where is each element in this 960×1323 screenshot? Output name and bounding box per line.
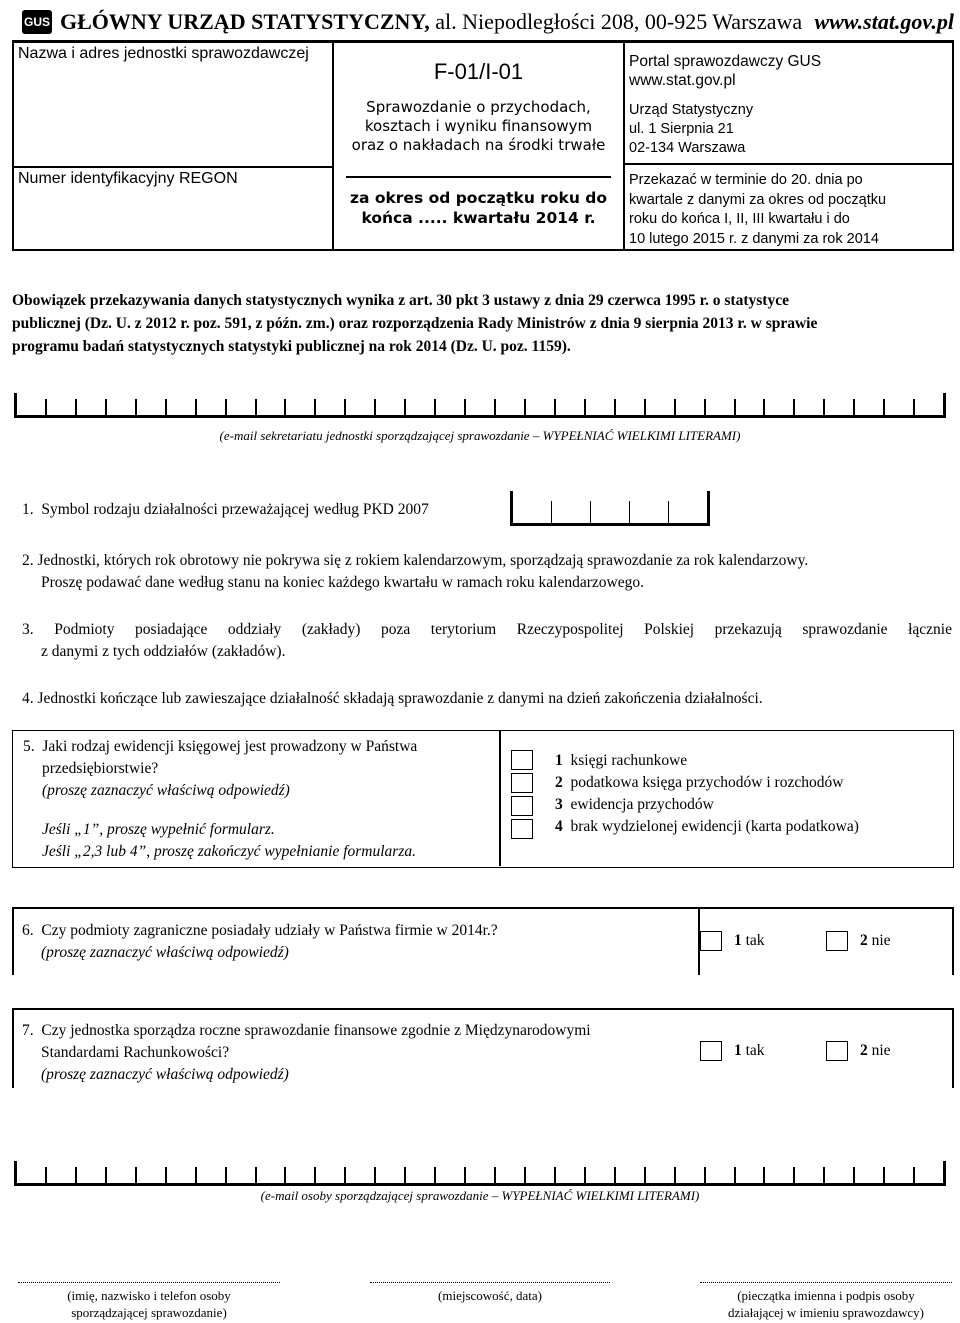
- q4-note: [22, 688, 952, 710]
- signature-line-person: [18, 1282, 280, 1283]
- email-char-cell[interactable]: [255, 399, 285, 415]
- email-char-cell[interactable]: [165, 399, 195, 415]
- email-char-cell[interactable]: [913, 1167, 943, 1183]
- email-char-cell[interactable]: [105, 1167, 135, 1183]
- q7-left-line: [12, 1008, 14, 1088]
- q5-line: przedsiębiorstwie?: [42, 760, 159, 777]
- email-char-cell[interactable]: [284, 399, 314, 415]
- header-address: al. Niepodległości 208, 00-925 Warszawa: [429, 9, 803, 34]
- email-char-cell[interactable]: [344, 399, 374, 415]
- form-title-divider: [346, 176, 611, 178]
- office-name: Urząd Statystyczny: [629, 102, 754, 118]
- email-char-cell[interactable]: [554, 399, 584, 415]
- q2-line: 2. Jednostki, których rok obrotowy nie pokrywa się z rokiem kalendarzowym, sporządzają sprawozdanie za rok kalendarzowy.: [22, 552, 809, 569]
- email-char-cell[interactable]: [704, 399, 734, 415]
- q7-question: [22, 1020, 591, 1086]
- email-char-cell[interactable]: [853, 1167, 883, 1183]
- email-person-input[interactable]: [14, 1162, 946, 1186]
- email-char-cell[interactable]: [374, 1167, 404, 1183]
- email-char-cell[interactable]: [404, 399, 434, 415]
- email-secretariat-input[interactable]: [14, 394, 946, 418]
- q5-option-4-checkbox[interactable]: [511, 819, 533, 839]
- email-char-cell[interactable]: [45, 1167, 75, 1183]
- signature-line-stamp: [700, 1282, 952, 1283]
- q2-note: [22, 550, 952, 594]
- q7-no-label: 2 nie: [860, 1042, 891, 1059]
- q7-line: Standardami Rachunkowości?: [41, 1044, 230, 1061]
- header-org: GŁÓWNY URZĄD STATYSTYCZNY,: [60, 9, 430, 34]
- email-char-cell[interactable]: [614, 399, 644, 415]
- email-char-cell[interactable]: [105, 399, 135, 415]
- email-char-cell[interactable]: [913, 399, 943, 415]
- office-address: [629, 101, 753, 158]
- q5-note: Jeśli „2,3 lub 4”, proszę zakończyć wypełnianie formularza.: [42, 843, 416, 860]
- email-char-cell[interactable]: [75, 1167, 105, 1183]
- q5-option-2-checkbox[interactable]: [511, 773, 533, 793]
- q7-text: Czy jednostka sporządza roczne sprawozdanie finansowe zgodnie z Międzynarodowymi: [41, 1022, 591, 1039]
- email-char-cell[interactable]: [524, 399, 554, 415]
- q3-line: z danymi z tych oddziałów (zakładów).: [41, 643, 286, 660]
- pkd-cell[interactable]: [510, 491, 551, 523]
- email-char-cell[interactable]: [255, 1167, 285, 1183]
- email-char-cell[interactable]: [135, 399, 165, 415]
- deadline-line: roku do końca I, II, III kwartału i do: [629, 211, 850, 227]
- q5-box: [12, 730, 954, 868]
- q3-line: 3. Podmioty posiadające oddziały (zakłady) poza terytorium Rzeczypospolitej Polskiej przekazują sprawozdanie łącznie: [22, 621, 952, 638]
- form-description: [334, 98, 623, 155]
- unit-box-divider: [14, 166, 332, 168]
- q4-line: 4. Jednostki kończące lub zawieszające działalność składają sprawozdanie z danymi na dzień zakończenia działalności.: [22, 690, 763, 707]
- q3-note: [22, 619, 952, 663]
- email-char-cell[interactable]: [883, 399, 913, 415]
- email-char-cell[interactable]: [644, 399, 674, 415]
- email-char-cell[interactable]: [225, 399, 255, 415]
- form-desc-line: kosztach i wyniku finansowym: [364, 117, 593, 135]
- signature-line-place: [370, 1282, 610, 1283]
- email-char-cell[interactable]: [195, 399, 225, 415]
- email-char-cell[interactable]: [195, 1167, 225, 1183]
- email-char-cell[interactable]: [793, 1167, 823, 1183]
- q5-hint: (proszę zaznaczyć właściwą odpowiedź): [42, 782, 290, 799]
- q5-option: 3 ewidencja przychodów: [555, 796, 714, 813]
- email-char-cell[interactable]: [225, 1167, 255, 1183]
- email-char-cell[interactable]: [494, 1167, 524, 1183]
- email-char-cell[interactable]: [704, 1167, 734, 1183]
- email-char-cell[interactable]: [793, 399, 823, 415]
- email-char-cell[interactable]: [344, 1167, 374, 1183]
- q5-line: Jaki rodzaj ewidencji księgowej jest prowadzony w Państwa: [42, 738, 418, 755]
- q5-note: Jeśli „1”, proszę wypełnić formularz.: [42, 821, 275, 838]
- email-char-cell[interactable]: [524, 1167, 554, 1183]
- email-person-caption: (e-mail osoby sporządzającej sprawozdanie – WYPEŁNIAĆ WIELKIMI LITERAMI): [260, 1188, 700, 1203]
- q2-line: Proszę podawać dane według stanu na koniec każdego kwartału w ramach roku kalendarzowego.: [41, 574, 644, 591]
- q6-left-line: [12, 907, 14, 975]
- email-char-cell[interactable]: [883, 1167, 913, 1183]
- q6-hint: (proszę zaznaczyć właściwą odpowiedź): [41, 944, 289, 961]
- email-char-cell[interactable]: [823, 399, 853, 415]
- q5-option: 1 księgi rachunkowe: [555, 752, 688, 769]
- email-grid-end: [943, 393, 946, 415]
- email-char-cell[interactable]: [165, 1167, 195, 1183]
- q5-option: 2 podatkowa księga przychodów i rozchodów: [555, 774, 844, 791]
- q6-top-line: [12, 907, 954, 909]
- header-title: [60, 9, 802, 35]
- deadline-line: Przekazać w terminie do 20. dnia po: [629, 172, 863, 188]
- office-street: ul. 1 Sierpnia 21: [629, 121, 734, 137]
- q5-question: [23, 736, 417, 802]
- legal-obligation: [12, 289, 952, 358]
- signature-stamp-caption: (pieczątka imienna i podpis osoby działającej w imieniu sprawozdawcy): [728, 1288, 924, 1320]
- q1-number: 1.: [22, 501, 34, 518]
- q7-yes-checkbox[interactable]: [700, 1041, 722, 1061]
- email-char-cell[interactable]: [464, 1167, 494, 1183]
- q7-number: 7.: [22, 1022, 34, 1039]
- email-char-cell[interactable]: [75, 399, 105, 415]
- form-desc-line: Sprawozdanie o przychodach,: [366, 98, 591, 116]
- portal-box-divider: [625, 163, 952, 165]
- deadline-line: 10 lutego 2015 r. z danymi za rok 2014: [629, 230, 879, 247]
- pkd-cell[interactable]: [629, 501, 668, 523]
- unit-name-label: Nazwa i adres jednostki sprawozdawczej: [18, 45, 309, 62]
- signature-person-caption: (imię, nazwisko i telefon osoby sporządzającej sprawozdanie): [67, 1288, 231, 1320]
- email-char-cell[interactable]: [45, 399, 75, 415]
- q6-text: Czy podmioty zagraniczne posiadały udziały w Państwa firmie w 2014r.?: [41, 922, 498, 939]
- form-period-line: końca ..... kwartału 2014 r.: [361, 209, 596, 227]
- email-char-cell[interactable]: [494, 399, 524, 415]
- email-char-cell[interactable]: [14, 1161, 45, 1183]
- q5-options: [555, 750, 859, 838]
- email-char-cell[interactable]: [434, 399, 464, 415]
- q5-notes: [42, 819, 416, 863]
- q1-label: [22, 499, 429, 521]
- unit-box: [12, 43, 334, 251]
- email-char-cell[interactable]: [584, 399, 614, 415]
- q6-number: 6.: [22, 922, 34, 939]
- portal-box: [623, 43, 954, 251]
- q6-right-line: [952, 907, 954, 975]
- email-char-cell[interactable]: [135, 1167, 165, 1183]
- regon-label: Numer identyfikacyjny REGON: [18, 170, 238, 187]
- email-secretariat-caption: (e-mail sekretariatu jednostki sporządzającej sprawozdanie – WYPEŁNIAĆ WIELKIMI LITERAMI): [219, 428, 741, 443]
- pkd-cell[interactable]: [668, 501, 707, 523]
- legal-line: publicznej (Dz. U. z 2012 r. poz. 591, z późn. zm.) oraz rozporządzenia Rady Ministrów z dnia 9 sierpnia 2013 r. w sprawie: [12, 315, 818, 332]
- q1-text: Symbol rodzaju działalności przeważającej według PKD 2007: [41, 501, 429, 518]
- form-period: [334, 188, 623, 228]
- q6-yes-label: 1 tak: [734, 932, 765, 949]
- email-char-cell[interactable]: [464, 399, 494, 415]
- email-char-cell[interactable]: [284, 1167, 314, 1183]
- deadline-note: [629, 171, 886, 249]
- q7-top-line: [12, 1008, 954, 1010]
- email-char-cell[interactable]: [763, 399, 793, 415]
- q6-question: [22, 920, 498, 964]
- email-char-cell[interactable]: [614, 1167, 644, 1183]
- portal-info: [629, 52, 821, 90]
- email-char-cell[interactable]: [434, 1167, 464, 1183]
- portal-url[interactable]: www.stat.gov.pl: [629, 72, 736, 89]
- q5-divider: [499, 731, 501, 866]
- email-char-cell[interactable]: [763, 1167, 793, 1183]
- legal-line: programu badań statystycznych statystyki publicznej na rok 2014 (Dz. U. poz. 1159).: [12, 338, 571, 355]
- email-char-cell[interactable]: [14, 393, 45, 415]
- email-char-cell[interactable]: [734, 1167, 764, 1183]
- q6-yes-checkbox[interactable]: [700, 931, 722, 951]
- deadline-line: kwartale z danymi za okres od początku: [629, 191, 887, 208]
- office-city: 02-134 Warszawa: [629, 140, 746, 156]
- q7-yes-label: 1 tak: [734, 1042, 765, 1059]
- email-char-cell[interactable]: [404, 1167, 434, 1183]
- q5-number: 5.: [23, 738, 35, 755]
- email-char-cell[interactable]: [314, 399, 344, 415]
- email-char-cell[interactable]: [734, 399, 764, 415]
- portal-name: Portal sprawozdawczy GUS: [629, 53, 822, 70]
- pkd-cell[interactable]: [551, 501, 590, 523]
- email-char-cell[interactable]: [314, 1167, 344, 1183]
- form-period-line: za okres od początku roku do: [349, 189, 608, 207]
- form-code: F-01/I-01: [433, 59, 524, 84]
- q5-option-1-checkbox[interactable]: [511, 750, 533, 770]
- email-grid-end: [943, 1161, 946, 1183]
- email-char-cell[interactable]: [554, 1167, 584, 1183]
- email-char-cell[interactable]: [584, 1167, 614, 1183]
- email-char-cell[interactable]: [374, 399, 404, 415]
- email-char-cell[interactable]: [853, 399, 883, 415]
- q7-no-checkbox[interactable]: [826, 1041, 848, 1061]
- form-desc-line: oraz o nakładach na środki trwałe: [351, 136, 606, 154]
- form-title-box: [334, 43, 623, 251]
- email-char-cell[interactable]: [674, 1167, 704, 1183]
- pkd-end: [707, 491, 710, 523]
- header-url[interactable]: www.stat.gov.pl: [814, 9, 954, 34]
- email-char-cell[interactable]: [823, 1167, 853, 1183]
- q7-hint: (proszę zaznaczyć właściwą odpowiedź): [41, 1066, 289, 1083]
- q6-no-checkbox[interactable]: [826, 931, 848, 951]
- q5-option-3-checkbox[interactable]: [511, 796, 533, 816]
- email-char-cell[interactable]: [644, 1167, 674, 1183]
- q7-right-line: [952, 1008, 954, 1088]
- gus-logo: GUS: [22, 10, 52, 34]
- pkd-code-input[interactable]: [510, 494, 710, 526]
- legal-line: Obowiązek przekazywania danych statystycznych wynika z art. 30 pkt 3 ustawy z dnia 29 czerwca 1995 r. o statystyce: [12, 292, 789, 309]
- q5-option: 4 brak wydzielonej ewidencji (karta podatkowa): [555, 818, 859, 835]
- pkd-cell[interactable]: [590, 501, 629, 523]
- q6-no-label: 2 nie: [860, 932, 891, 949]
- signature-place-caption: (miejscowość, data): [438, 1288, 542, 1303]
- email-char-cell[interactable]: [674, 399, 704, 415]
